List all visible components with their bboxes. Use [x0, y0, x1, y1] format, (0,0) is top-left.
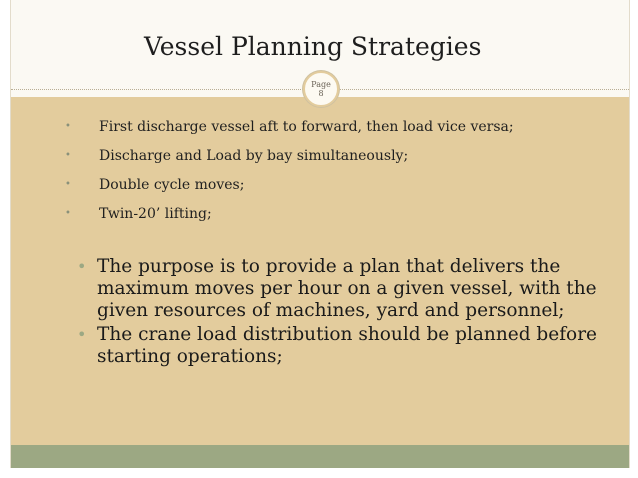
page-number: 8 — [318, 89, 324, 98]
purpose-text: The crane load distribution should be planned before starting operations; — [97, 324, 597, 367]
footer-band — [11, 445, 629, 468]
strategy-text: Double cycle moves; — [99, 177, 245, 193]
purpose-item — [79, 256, 599, 322]
strategy-text: Twin-20’ lifting; — [99, 206, 212, 222]
bullet-icon: • — [77, 257, 87, 276]
slide — [10, 0, 630, 468]
strategy-item — [55, 117, 514, 146]
strategy-item — [55, 204, 514, 233]
purpose-item — [79, 324, 599, 368]
bullet-icon: • — [65, 121, 71, 132]
purpose-text: The purpose is to provide a plan that delivers the maximum moves per hour on a given vessel, with the given resources of machines, yard and personnel; — [97, 256, 597, 321]
strategy-text: First discharge vessel aft to forward, then load vice versa; — [99, 119, 514, 135]
bullet-icon: • — [65, 150, 71, 161]
strategy-item — [55, 175, 514, 204]
page-number-badge — [303, 71, 339, 107]
slide-title: Vessel Planning Strategies — [144, 32, 482, 61]
strategy-list — [55, 117, 514, 233]
purpose-list — [79, 256, 599, 370]
strategy-item — [55, 146, 514, 175]
page-label: Page — [311, 80, 331, 89]
strategy-text: Discharge and Load by bay simultaneously; — [99, 148, 409, 164]
bullet-icon: • — [65, 208, 71, 219]
bullet-icon: • — [77, 325, 87, 344]
bullet-icon: • — [65, 179, 71, 190]
